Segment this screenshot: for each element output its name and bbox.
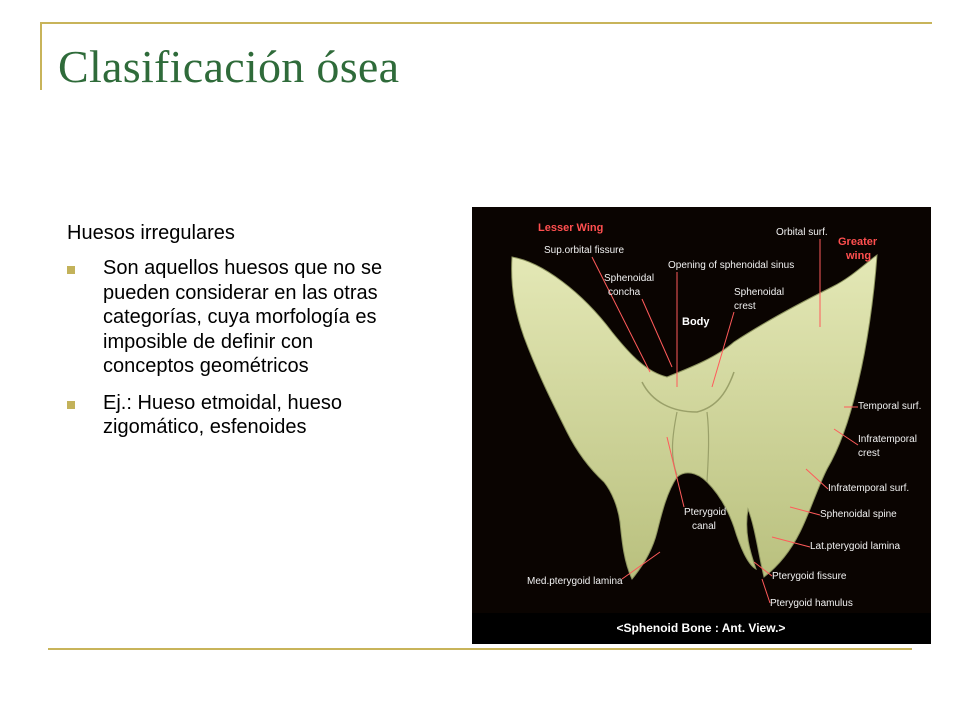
label-sphenoidal-crest-2: crest <box>734 301 756 312</box>
label-opening-sphenoidal-sinus: Opening of sphenoidal sinus <box>668 260 795 271</box>
label-infratemporal-crest-2: crest <box>858 448 880 459</box>
bullet-text: Ej.: Hueso etmoidal, hueso zigomático, esfenoides <box>103 391 343 438</box>
label-lat-pterygoid-lamina: Lat.pterygoid lamina <box>810 541 901 552</box>
bullet-square-icon <box>67 266 75 274</box>
pointer-line <box>642 299 672 367</box>
label-orbital-surf: Orbital surf. <box>776 227 828 238</box>
label-sphenoidal-concha-1: Sphenoidal <box>604 273 655 284</box>
pointer-line <box>762 579 770 603</box>
bullet-item <box>67 391 407 440</box>
label-body: Body <box>682 316 710 328</box>
label-sup-orbital-fissure: Sup.orbital fissure <box>544 245 625 256</box>
label-sphenoidal-crest-1: Sphenoidal <box>734 287 785 298</box>
label-lesser-wing: Lesser Wing <box>538 222 604 234</box>
label-pterygoid-canal-1: Pterygoid <box>684 507 727 518</box>
label-greater-wing-1: Greater <box>838 236 878 248</box>
label-pterygoid-canal-2: canal <box>692 521 716 532</box>
label-pterygoid-hamulus: Pterygoid hamulus <box>770 598 853 609</box>
label-med-pterygoid-lamina: Med.pterygoid lamina <box>527 576 623 587</box>
label-temporal-surf: Temporal surf. <box>858 401 922 412</box>
label-greater-wing-2: wing <box>846 250 872 262</box>
label-pterygoid-fissure: Pterygoid fissure <box>772 571 847 582</box>
label-infratemporal-crest-1: Infratemporal <box>858 434 917 445</box>
frame-bottom-line <box>48 648 912 650</box>
slide-title: Clasificación ósea <box>58 41 400 92</box>
sphenoid-bone-illustration <box>472 207 931 644</box>
bullet-square-icon <box>67 401 75 409</box>
sphenoid-bone-figure <box>472 207 931 644</box>
bullet-list <box>67 256 407 452</box>
label-sphenoidal-concha-2: concha <box>608 287 641 298</box>
figure-caption: <Sphenoid Bone : Ant. View.> <box>616 621 786 635</box>
bullet-text: Son aquellos huesos que no se pueden considerar en las otras categorías, cuya morfología es imposible de definir con conceptos geométricos <box>103 257 383 377</box>
label-infratemporal-surf: Infratemporal surf. <box>828 483 910 494</box>
frame-left-line <box>40 22 42 90</box>
bullet-item <box>67 256 407 379</box>
label-sphenoidal-spine: Sphenoidal spine <box>820 509 897 520</box>
slide-subtitle: Huesos irregulares <box>67 222 235 244</box>
frame-top-line <box>40 22 932 24</box>
